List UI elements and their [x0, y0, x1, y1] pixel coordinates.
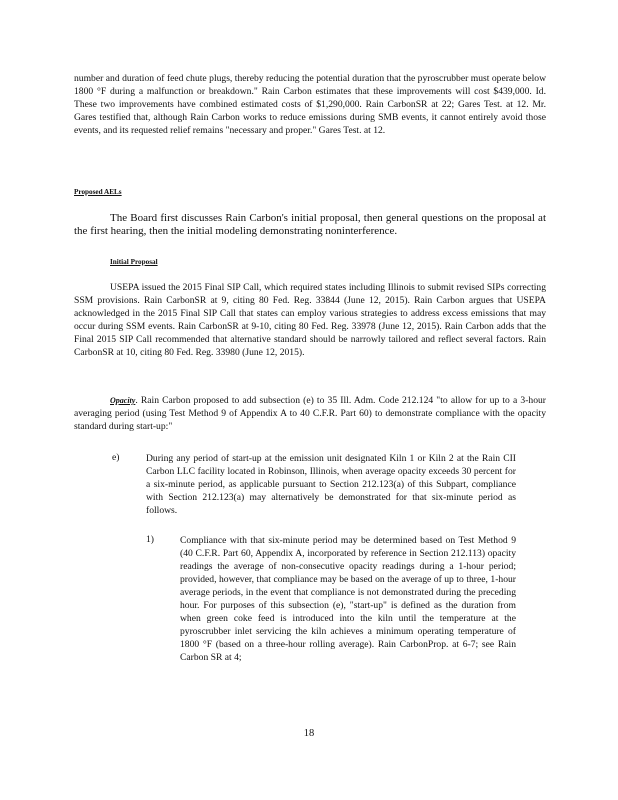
page-number: 18: [303, 728, 315, 739]
opacity-label: Opacity: [110, 396, 136, 405]
item-1-label: 1): [146, 534, 154, 545]
usepa-paragraph: USEPA issued the 2015 Final SIP Call, which required states including Illinois to submit revised SIPs correcting SSM provisions. Rain CarbonSR at 9, citing 80 Fed. Reg. 33844 (June 12, 2015). Rain Carbon argues that USEPA acknowledged in the 2015 Final SIP Call that states can employ various strategies to address excess emissions that may occur during SSM events. Rain CarbonSR at 9-10, citing 80 Fed. Reg. 33978 (June 12, 2015). Rain Carbon adds that the Final 2015 SIP Call recommended that alternative standard should be narrowly tailored and reflect several factors. Rain CarbonSR at 10, citing 80 Fed. Reg. 33980 (June 12, 2015).: [74, 282, 546, 358]
opacity-text: . Rain Carbon proposed to add subsection (e) to 35 Ill. Adm. Code 212.124 "to allow for up to a 3-hour averaging period (using Test Method 9 of Appendix A to 40 C.F.R. Part 60) to demonstrate compliance with the opacity standard during start-up:": [74, 395, 546, 432]
subsection-e-label: e): [112, 452, 120, 463]
board-paragraph: The Board first discusses Rain Carbon's initial proposal, then general questions on the proposal at the first hearing, then the initial modeling demonstrating noninterference.: [74, 212, 546, 237]
intro-paragraph: number and duration of feed chute plugs, thereby reducing the potential duration that the pyroscrubber must operate below 1800 °F during a malfunction or breakdown." Rain Carbon estimates that these improvements will cost $439,000. Id. These two improvements have combined estimated costs of $1,290,000. Rain CarbonSR at 22; Gares Test. at 12. Mr. Gares testified that, although Rain Carbon works to reduce emissions during SMB events, it cannot entirely avoid those events, and its requested relief remains "necessary and proper." Gares Test. at 12.: [74, 73, 546, 136]
item-1-text: Compliance with that six-minute period may be determined based on Test Method 9 (40 C.F.R. Part 60, Appendix A, incorporated by reference in Section 212.113) opacity readings the average of non-consecutive opacity readings during a 1-hour period; provided, however, that compliance may be based on the average of up to three, 1-hour average periods, in the event that compliance is not demonstrated during the preceding hour. For purposes of this subsection (e), "start-up" is defined as the duration from when green coke feed is introduced into the kiln until the temperature at the pyroscrubber inlet servicing the kiln achieves a minimum operating temperature of 1800 °F (based on a three-hour rolling average). Rain CarbonProp. at 6-7; see Rain Carbon SR at 4;: [180, 535, 516, 663]
heading-initial-proposal: Initial Proposal: [110, 258, 158, 266]
subsection-e-text: During any period of start-up at the emission unit designated Kiln 1 or Kiln 2 at the Rain CII Carbon LLC facility located in Robinson, Illinois, when average opacity exceeds 30 percent for a six-minute period, as applicable pursuant to Section 212.123(a) of this Subpart, compliance with Section 212.123(a) may alternatively be demonstrated for that six-minute period as follows.: [146, 453, 516, 516]
opacity-paragraph: [74, 394, 546, 433]
heading-proposed-aels: Proposed AELs: [74, 188, 122, 196]
